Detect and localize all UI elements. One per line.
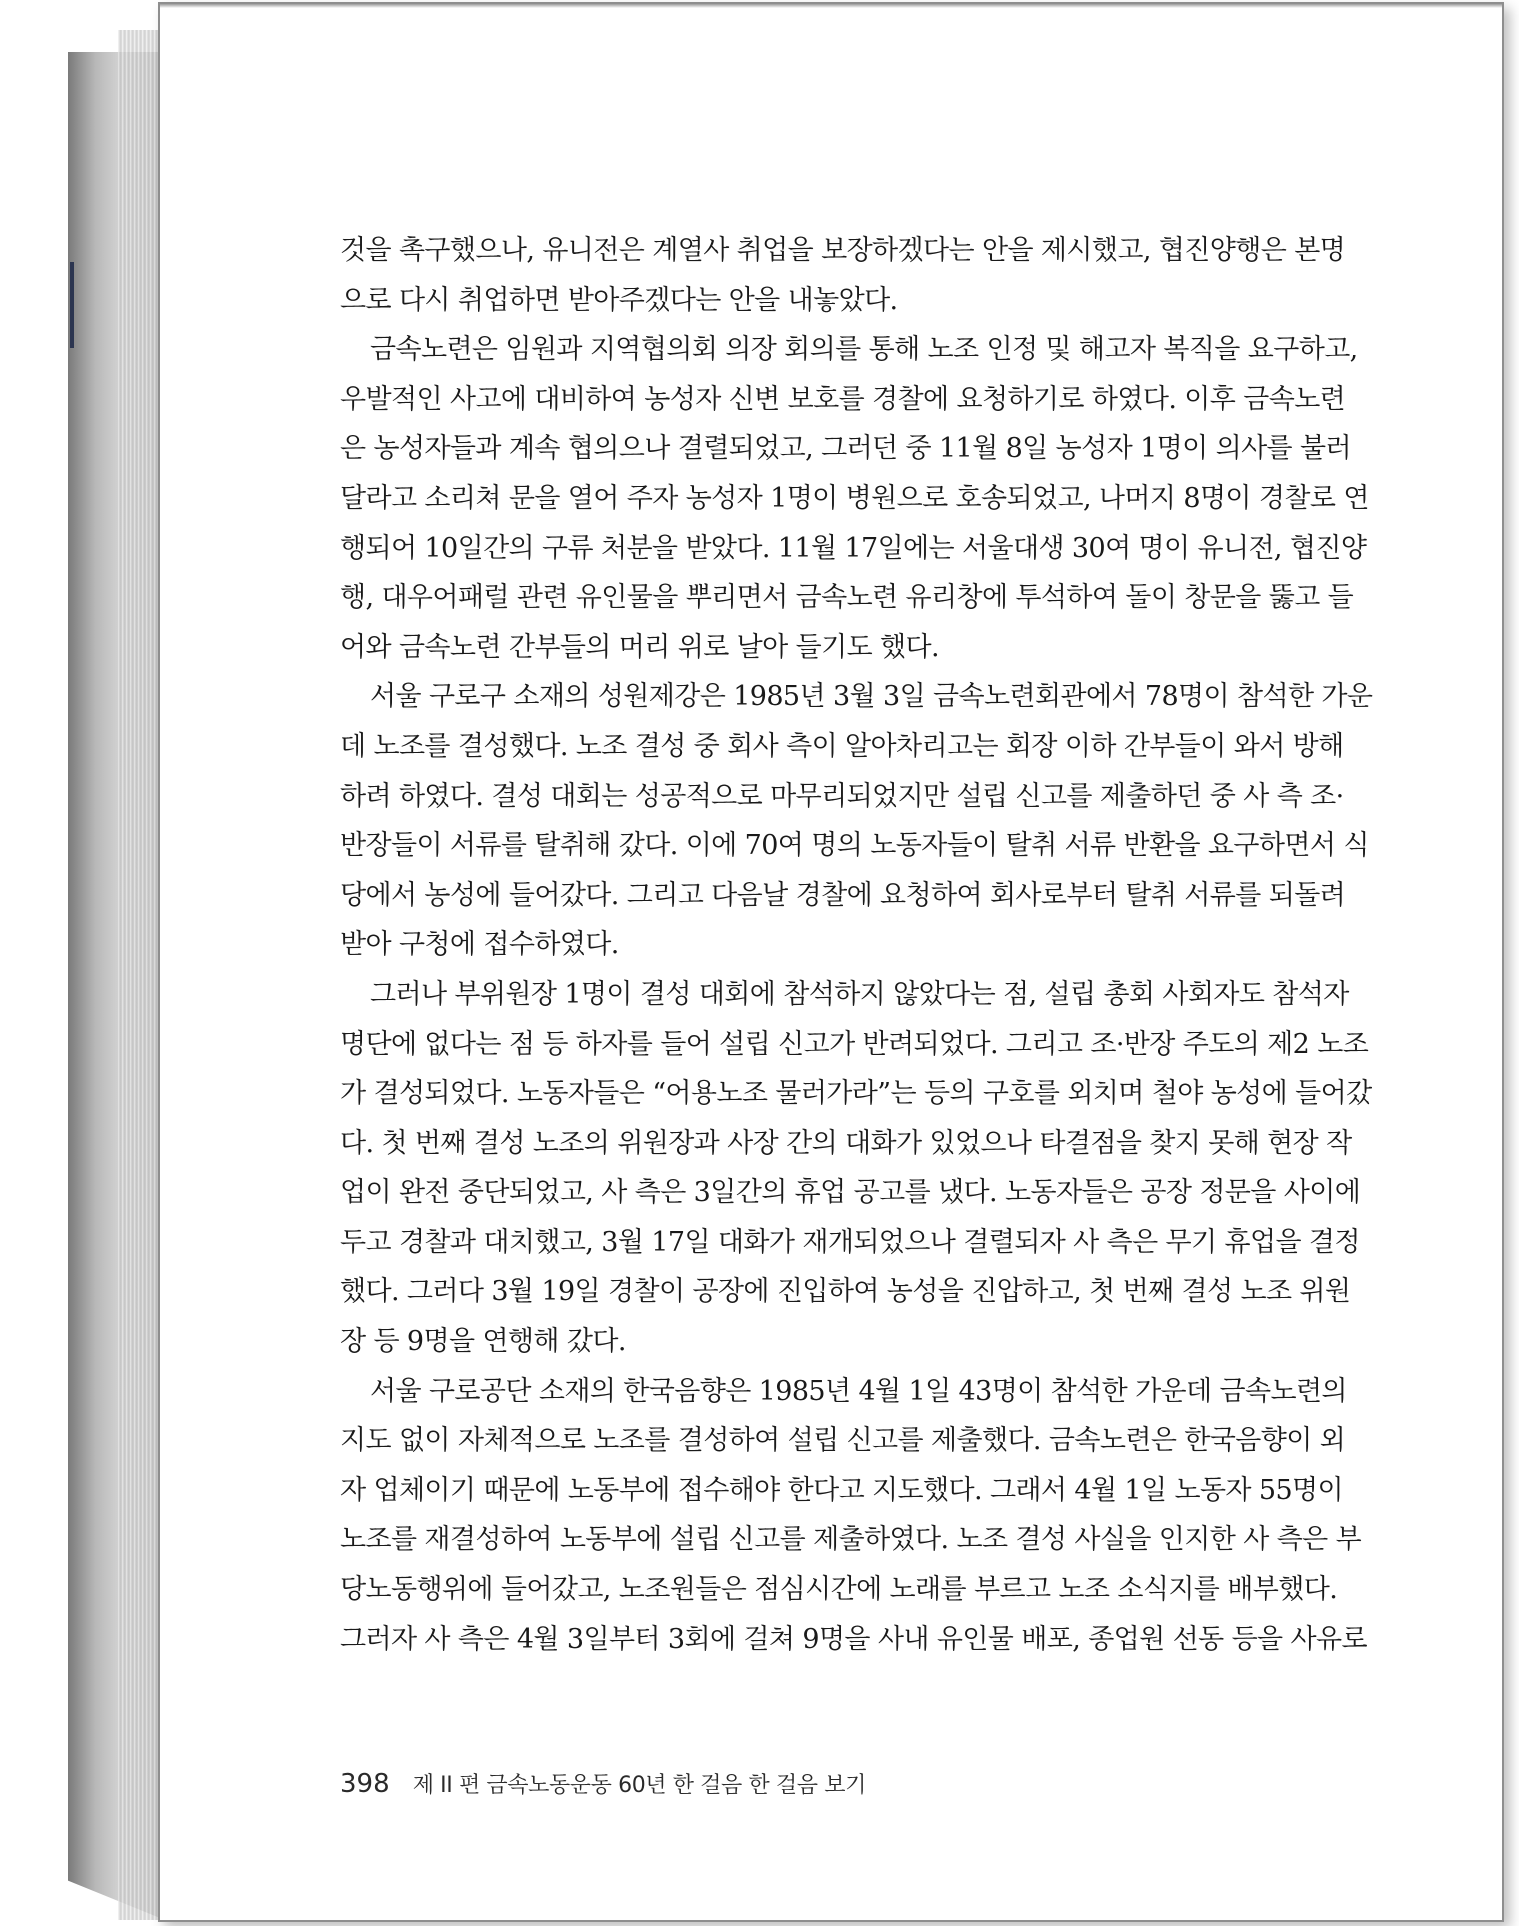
text-line: 행, 대우어패럴 관련 유인물을 뿌리면서 금속노련 유리창에 투석하여 돌이 창문을 뚫고 들 [340, 582, 1354, 614]
text-line: 그러자 사 측은 4월 3일부터 3회에 걸쳐 9명을 사내 유인물 배포, 종업원 선동 등을 사유로 [340, 1623, 1367, 1655]
body-text [340, 226, 1490, 1664]
text-line: 당에서 농성에 들어갔다. 그리고 다음날 경찰에 요청하여 회사로부터 탈취 서류를 되돌려 [340, 879, 1346, 911]
page-footer [340, 1768, 866, 1799]
page-number: 398 [340, 1769, 390, 1799]
text-line: 서울 구로구 소재의 성원제강은 1985년 3월 3일 금속노련회관에서 78명이 참석한 가운 [370, 681, 1373, 713]
text-line: 가 결성되었다. 노동자들은 “어용노조 물러가라”는 등의 구호를 외치며 철야 농성에 들어갔 [340, 1078, 1372, 1110]
text-line: 어와 금속노련 간부들의 머리 위로 날아 들기도 했다. [340, 631, 939, 663]
text-line: 그러나 부위원장 1명이 결성 대회에 참석하지 않았다는 점, 설립 총회 사회자도 참석자 [370, 978, 1349, 1010]
text-line: 노조를 재결성하여 노동부에 설립 신고를 제출하였다. 노조 결성 사실을 인지한 사 측은 부 [340, 1524, 1362, 1556]
text-line: 받아 구청에 접수하였다. [340, 929, 619, 961]
text-line: 것을 촉구했으나, 유니전은 계열사 취업을 보장하겠다는 안을 제시했고, 협진양행은 본명 [340, 235, 1346, 266]
text-line: 달라고 소리쳐 문을 열어 주자 농성자 1명이 병원으로 호송되었고, 나머지 8명이 경찰로 연 [340, 482, 1369, 514]
running-title: 제 II 편 금속노동운동 60년 한 걸음 한 걸음 보기 [412, 1773, 866, 1798]
page-top-shadow [160, 4, 1502, 8]
text-line: 명단에 없다는 점 등 하자를 들어 설립 신고가 반려되었다. 그리고 조·반장 주도의 제2 노조 [340, 1028, 1369, 1060]
spine-mark [70, 262, 74, 348]
text-line: 금속노련은 임원과 지역협의회 의장 회의를 통해 노조 인정 및 해고자 복직을 요구하고, [370, 334, 1358, 366]
text-line: 업이 완전 중단되었고, 사 측은 3일간의 휴업 공고를 냈다. 노동자들은 공장 정문을 사이에 [340, 1177, 1361, 1209]
text-line: 자 업체이기 때문에 노동부에 접수해야 한다고 지도했다. 그래서 4월 1일 노동자 55명이 [340, 1474, 1344, 1506]
book-page [158, 2, 1504, 1922]
text-line: 우발적인 사고에 대비하여 농성자 신변 보호를 경찰에 요청하기로 하였다. 이후 금속노련 [340, 383, 1346, 415]
text-line: 하려 하였다. 결성 대회는 성공적으로 마무리되었지만 설립 신고를 제출하던 중 사 측 조· [340, 780, 1344, 812]
book-page-edge-lines [118, 30, 160, 1920]
text-line: 했다. 그러다 3월 19일 경찰이 공장에 진입하여 농성을 진압하고, 첫 번째 결성 노조 위원 [340, 1276, 1351, 1308]
text-line: 반장들이 서류를 탈취해 갔다. 이에 70여 명의 노동자들이 탈취 서류 반환을 요구하면서 식 [340, 830, 1369, 862]
text-line: 다. 첫 번째 결성 노조의 위원장과 사장 간의 대화가 있었으나 타결점을 찾지 못해 현장 작 [340, 1127, 1352, 1159]
text-line: 장 등 9명을 연행해 갔다. [340, 1326, 626, 1358]
text-line: 으로 다시 취업하면 받아주겠다는 안을 내놓았다. [340, 284, 898, 316]
text-line: 은 농성자들과 계속 협의으나 결렬되었고, 그러던 중 11월 8일 농성자 1명이 의사를 불러 [340, 433, 1351, 465]
text-line: 서울 구로공단 소재의 한국음향은 1985년 4월 1일 43명이 참석한 가운데 금속노련의 [370, 1375, 1347, 1407]
text-line: 두고 경찰과 대치했고, 3월 17일 대화가 재개되었으나 결렬되자 사 측은 무기 휴업을 결정 [340, 1226, 1360, 1258]
text-line: 당노동행위에 들어갔고, 노조원들은 점심시간에 노래를 부르고 노조 소식지를 배부했다. [340, 1574, 1338, 1606]
text-line: 행되어 10일간의 구류 처분을 받았다. 11월 17일에는 서울대생 30여 명이 유니전, 협진양 [340, 532, 1367, 564]
text-line: 지도 없이 자체적으로 노조를 결성하여 설립 신고를 제출했다. 금속노련은 한국음향이 외 [340, 1425, 1346, 1457]
text-line: 데 노조를 결성했다. 노조 결성 중 회사 측이 알아차리고는 회장 이하 간부들이 와서 방해 [340, 730, 1344, 762]
